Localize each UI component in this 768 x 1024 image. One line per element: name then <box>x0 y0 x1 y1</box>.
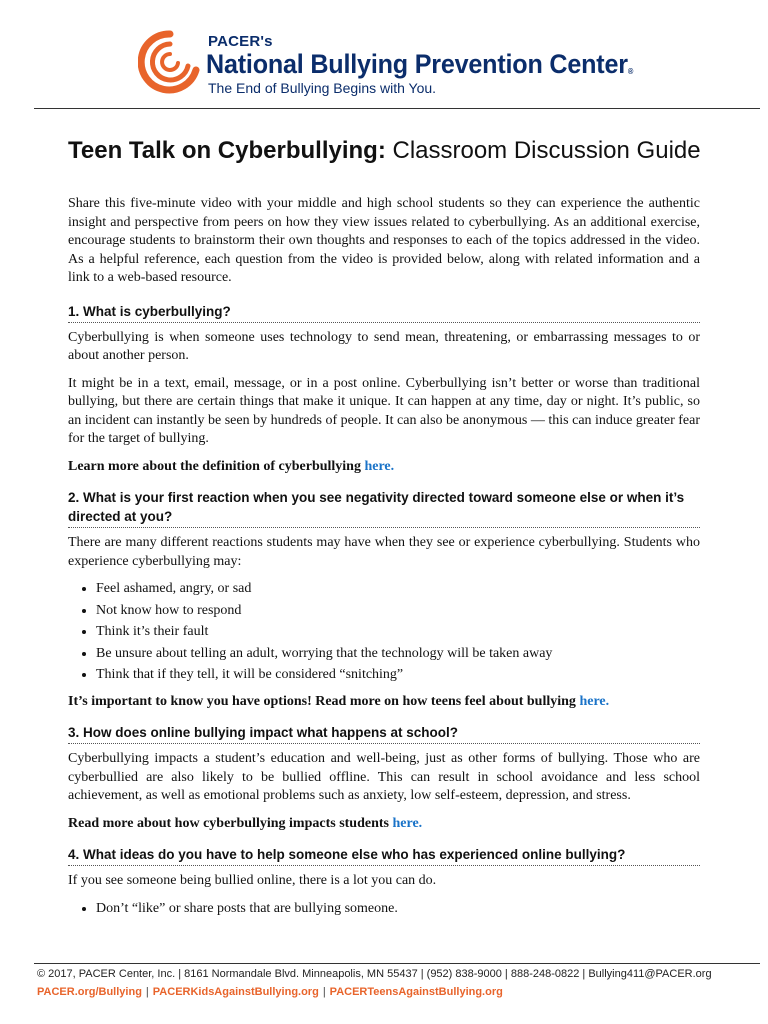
document-body <box>68 195 700 926</box>
q4-bullet-list <box>68 900 700 919</box>
q2-bullet-list <box>68 580 700 685</box>
q1-learn-text: Learn more about the definition of cyberbullying <box>68 458 365 474</box>
list-item: • Feel ashamed, angry, or sad <box>96 580 700 599</box>
header-divider <box>34 108 760 109</box>
org-tagline: The End of Bullying Begins with You. <box>208 80 437 96</box>
q2-learn-text: It’s important to know you have options! Read more on how teens feel about bullying <box>68 693 580 709</box>
registered-mark: ® <box>627 67 634 76</box>
q3-learn-text: Read more about how cyberbullying impacts students <box>68 815 393 831</box>
page-title-rest: Classroom Discussion Guide <box>385 137 701 164</box>
question-2-heading: 2. What is your first reaction when you see negativity directed toward someone else or when it’s directed at you? <box>68 488 700 528</box>
q1-learn-more <box>68 458 700 477</box>
q2-here-link[interactable]: here. <box>579 693 610 709</box>
org-name <box>206 49 633 80</box>
q4-paragraph-1: If you see someone being bullied online, there is a lot you can do. <box>68 873 437 888</box>
list-item: • Be unsure about telling an adult, worrying that the technology will be taken away <box>96 645 700 664</box>
page-title-strong: Teen Talk on Cyberbullying: <box>68 137 386 164</box>
footer-divider <box>34 963 760 964</box>
footer-link-teens-against-bullying[interactable]: PACERTeensAgainstBullying.org <box>329 986 503 998</box>
intro-paragraph: Share this five-minute video with your middle and high school students so they can experience the authentic insight and perspective from peers on how they view issues related to cyberbullying. As an additional exercise, encourage students to brainstorm their own thoughts and responses to each of the topics addressed in the video. As a helpful reference, each question from the video is provided below, along with related information and a link to a web-based resource. <box>68 196 700 285</box>
footer-links <box>37 986 503 998</box>
q3-learn-more <box>68 815 700 834</box>
question-1-heading: 1. What is cyberbullying? <box>68 302 700 323</box>
list-item: • Think it’s their fault <box>96 623 700 642</box>
q3-paragraph-1: Cyberbullying impacts a student’s education and well-being, just as other forms of bullying. Those who are cyberbullied are also likely to be bullied offline. This can result in school avoidance and less school achievement, as well as emotional problems such as anxiety, low self-esteem, depression, and stress. <box>68 751 700 803</box>
letterhead <box>0 0 768 110</box>
list-item: • Don’t “like” or share posts that are bullying someone. <box>96 900 700 919</box>
question-4-heading: 4. What ideas do you have to help someone else who has experienced online bullying? <box>68 845 700 866</box>
footer-contact-line: © 2017, PACER Center, Inc. | 8161 Normandale Blvd. Minneapolis, MN 55437 | (952) 838-9000 | 888-248-0822 | Bullying411@PACER.org <box>37 968 712 980</box>
q1-paragraph-1: Cyberbullying is when someone uses technology to send mean, threatening, or embarrassing messages to or about another person. <box>68 329 700 363</box>
list-item: • Think that if they tell, it will be considered “snitching” <box>96 666 700 685</box>
q3-here-link[interactable]: here. <box>392 815 423 831</box>
q2-paragraph-1: There are many different reactions students may have when they see or experience cyberbullying. Students who experience cyberbullying may: <box>68 535 700 569</box>
question-3-heading: 3. How does online bullying impact what happens at school? <box>68 723 700 744</box>
footer-separator: | <box>322 986 326 998</box>
footer-link-pacer-bullying[interactable]: PACER.org/Bullying <box>37 986 142 998</box>
footer-separator: | <box>145 986 149 998</box>
q1-paragraph-2: It might be in a text, email, message, or in a post online. Cyberbullying isn’t better or worse than traditional bullying, but there are certain things that make it unique. It can happen at any time, day or night. It’s public, so an incident can instantly be seen by hundreds of people. It can also be anonymous — this can induce greater fear for the target of bullying. <box>68 375 700 446</box>
list-item: • Not know how to respond <box>96 602 700 621</box>
page-title <box>68 137 701 165</box>
org-name-text: National Bullying Prevention Center <box>206 49 628 79</box>
org-prefix: PACER's <box>208 33 273 50</box>
footer-link-kids-against-bullying[interactable]: PACERKidsAgainstBullying.org <box>152 986 319 998</box>
pacer-swirl-logo-icon <box>138 30 202 94</box>
q1-here-link[interactable]: here. <box>364 458 395 474</box>
q2-learn-more <box>68 693 700 712</box>
